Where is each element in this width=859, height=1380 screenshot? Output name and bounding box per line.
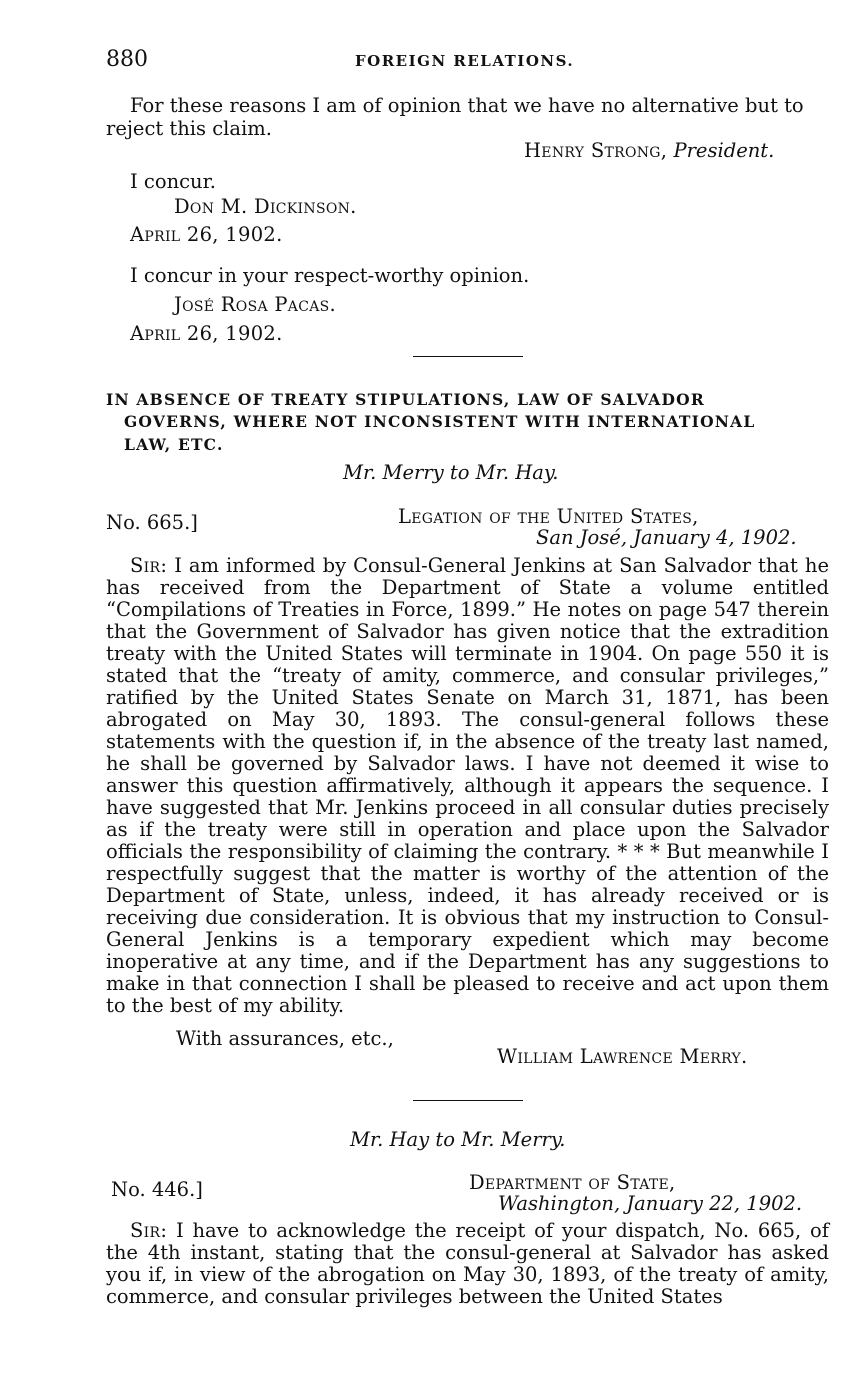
opening-line-2: reject this claim.: [106, 117, 272, 140]
section-heading-line-1: IN ABSENCE OF TREATY STIPULATIONS, LAW OF SALVADOR: [106, 390, 705, 409]
page-number: 880: [106, 47, 148, 72]
concur-2-name: José Rosa Pacas.: [174, 293, 337, 316]
letter-2-number: No. 446.]: [111, 1178, 203, 1201]
letter-2-sender: Department of State,: [469, 1171, 676, 1194]
section-heading-line-3: LAW, ETC.: [124, 435, 224, 454]
concur-1-text: I concur.: [130, 170, 216, 193]
signer-title: President.: [673, 139, 775, 162]
letter-2-place-date: Washington, January 22, 1902.: [498, 1192, 803, 1215]
letter-1-body-text: I am informed by Consul-General Jenkins at San Salvador that he has received from the Department of State a volume entitled “Compilations of Treaties in Force, 1899.” He notes on page 547 therein that the Government of Salvador has given notice that the extradition treaty with the United States will terminate in 1904. On page 550 it is stated that the “treaty of amity, commerce, and consular privileges,” ratified by the United States Senate on March 31, 1871, has been abrogated on May 30, 1893. The consul-general follows these statements with the question if, in the absence of the treaty last named, he shall be governed by Salvador laws. I have not deemed it wise to answer this question affirmatively, although it appears the sequence. I have suggested that Mr. Jenkins proceed in all consular duties precisely as if the treaty were still in operation and place upon the Salvador officials the responsibility of claiming the contrary. * * * But meanwhile I respectfully suggest that the matter is worthy of the attention of the Department of State, unless, indeed, it has already received or is receiving due consideration. It is obvious that my instruction to Consul-General Jenkins is a temporary expedient which may become inoperative at any time, and if the Department has any suggestions to make in that connection I shall be pleased to receive and act upon them to the best of my ability.: [106, 554, 829, 1017]
opening-signature: [524, 140, 774, 162]
opening-line-1: For these reasons I am of opinion that we have no alternative but to: [130, 94, 804, 117]
letter-1-salutation: Sir:: [130, 554, 168, 577]
concur-2-text: I concur in your respect-worthy opinion.: [130, 264, 530, 287]
section-heading-line-2: GOVERNS, WHERE NOT INCONSISTENT WITH INTERNATIONAL: [124, 412, 756, 431]
section-divider-1: [413, 356, 523, 357]
letter-1-body: [106, 555, 829, 1023]
letter-2-body: [106, 1220, 829, 1312]
letter-1-sender: Legation of the United States,: [398, 505, 699, 528]
letter-1-place-date: San José, January 4, 1902.: [536, 526, 797, 549]
section-divider-2: [413, 1100, 523, 1101]
concur-2-date: April 26, 1902.: [130, 322, 283, 345]
concur-1-name: Don M. Dickinson.: [174, 195, 357, 218]
signer-name: Henry Strong,: [524, 139, 668, 162]
running-title: FOREIGN RELATIONS.: [355, 52, 575, 70]
letter-2-body-text: I have to acknowledge the receipt of your dispatch, No. 665, of the 4th instant, stating that the consul-general at Salvador has asked you if, in view of the abrogation on May 30, 1893, of the treaty of amity, commerce, and consular privileges between the United States: [106, 1219, 829, 1308]
letter-1-title: Mr. Merry to Mr. Hay.: [343, 461, 559, 484]
letter-1-closing: With assurances, etc.,: [176, 1027, 394, 1050]
letter-2-title: Mr. Hay to Mr. Merry.: [350, 1128, 566, 1151]
concur-1-date: April 26, 1902.: [130, 223, 283, 246]
letter-2-salutation: Sir:: [130, 1219, 168, 1242]
letter-1-signature: William Lawrence Merry.: [497, 1045, 748, 1068]
letter-1-number: No. 665.]: [106, 511, 198, 534]
